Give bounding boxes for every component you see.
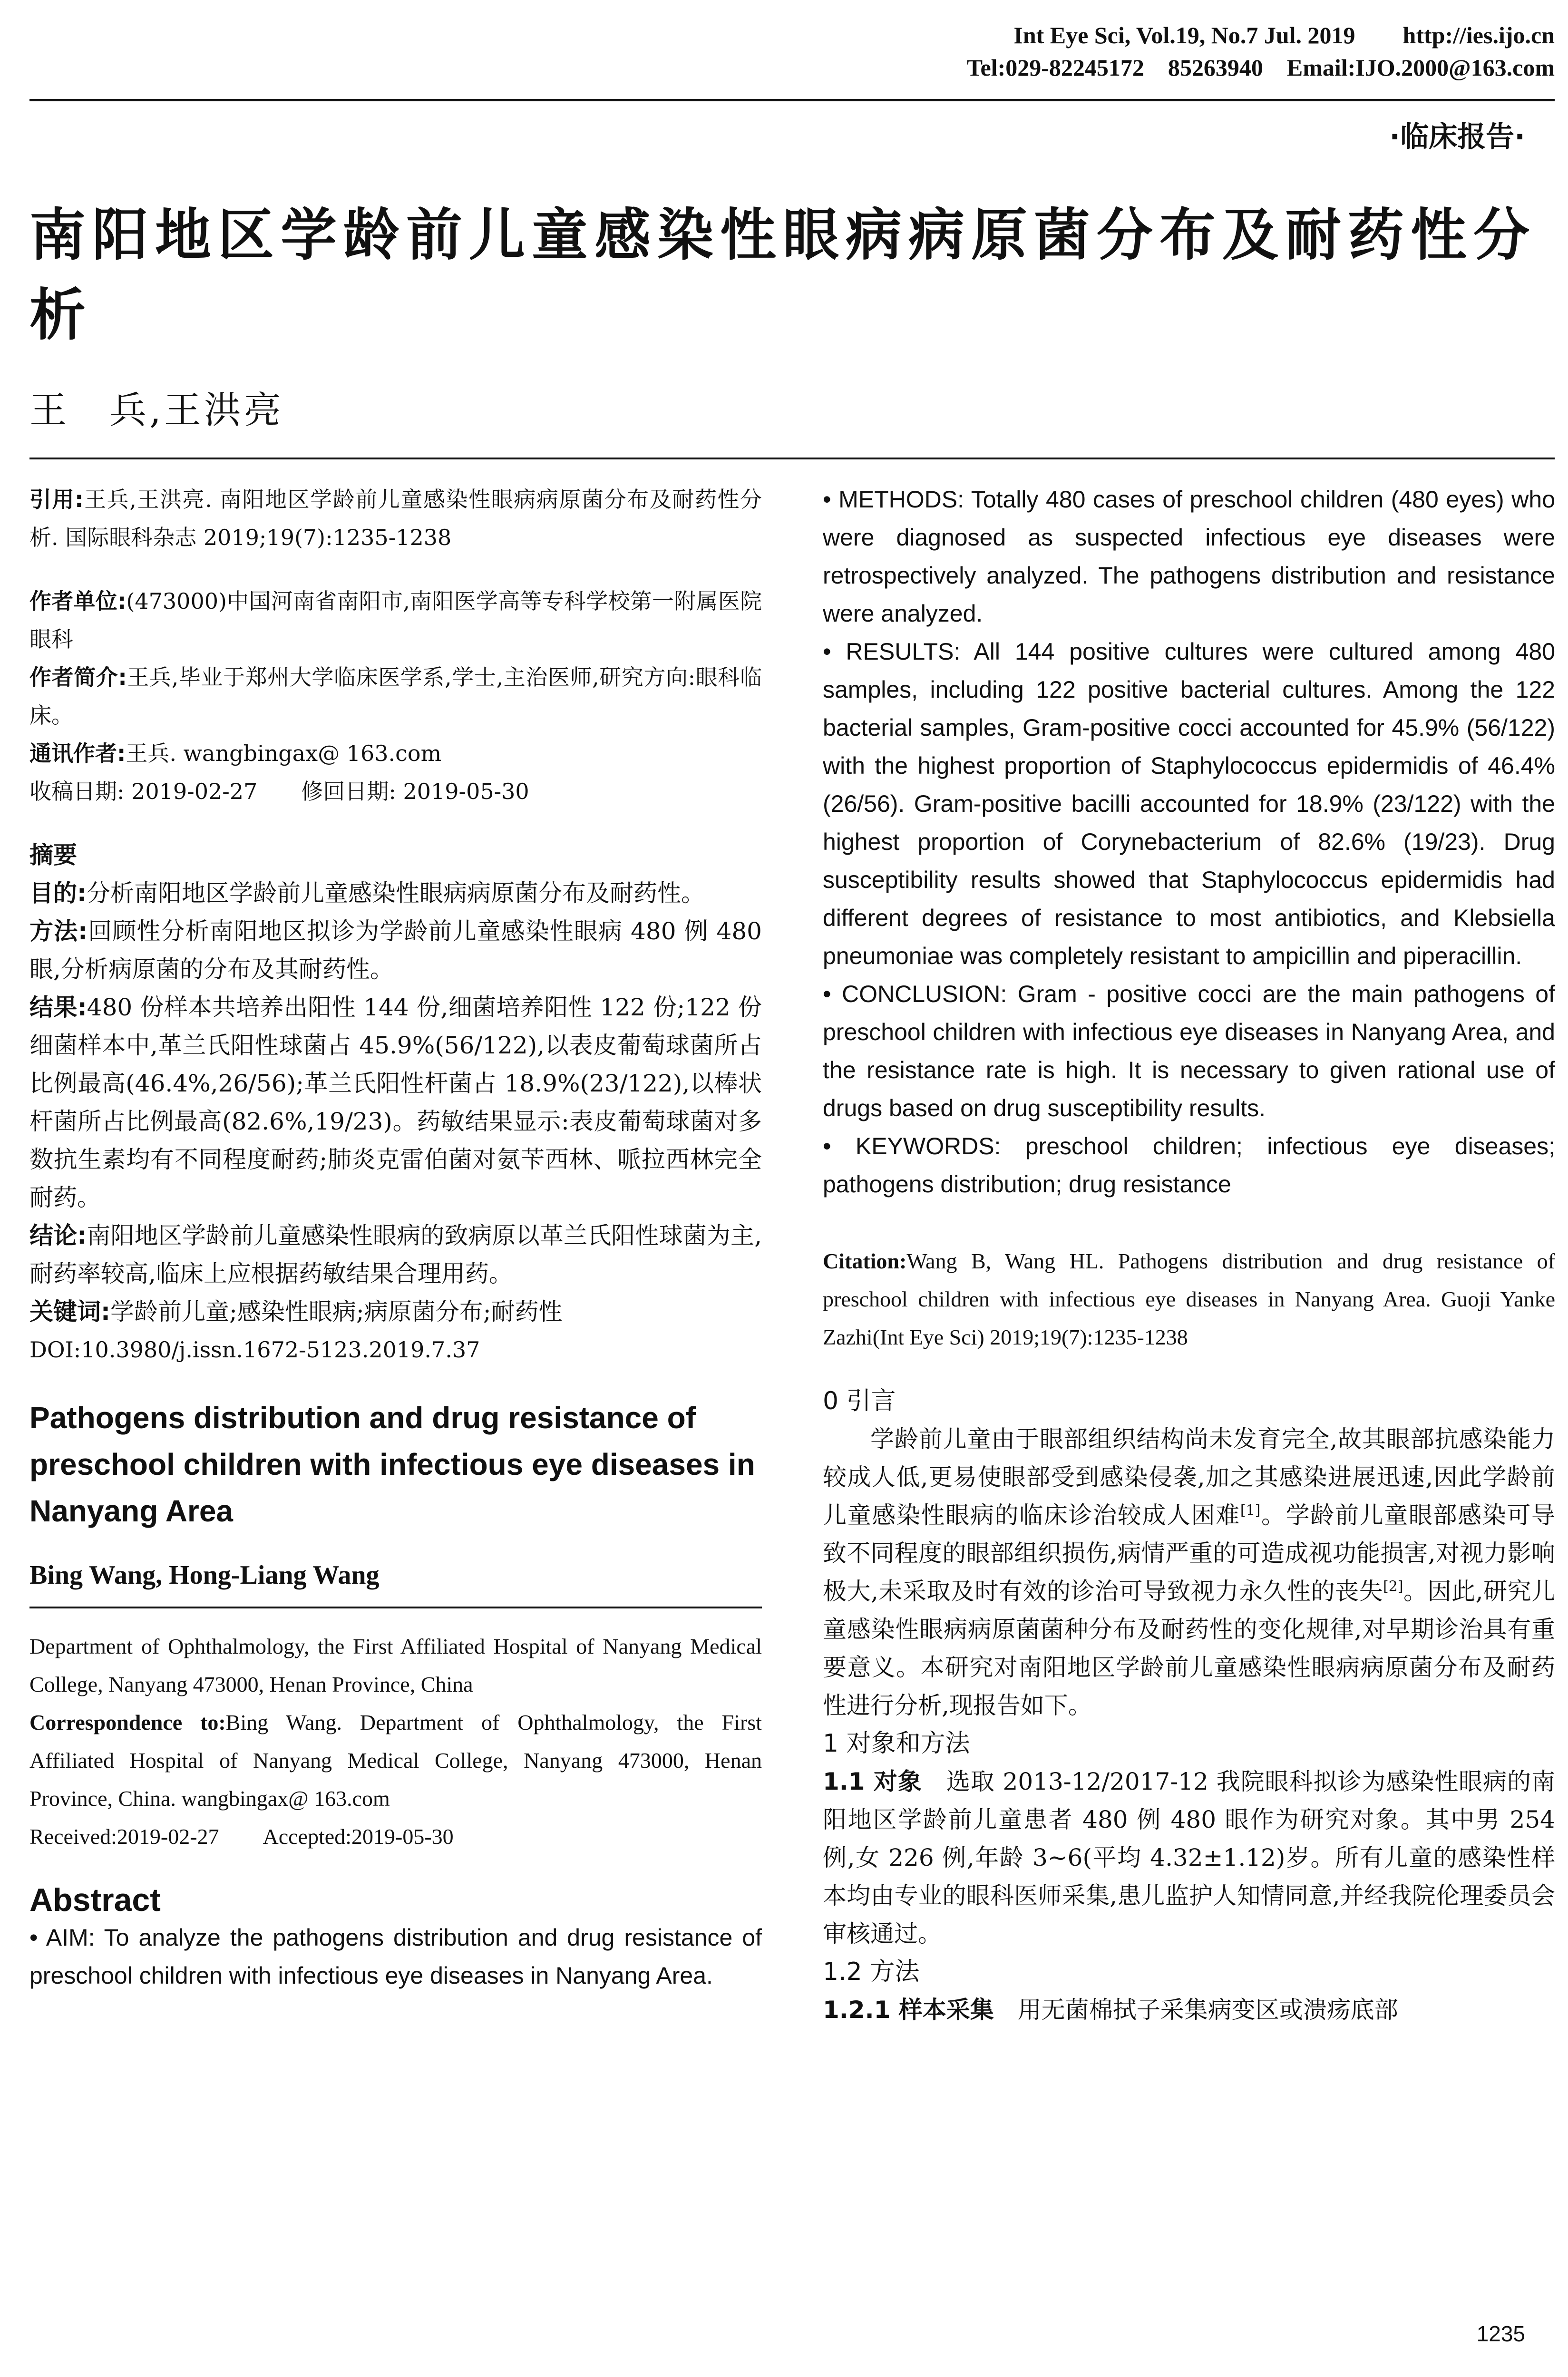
sample-collection-text: 用无菌棉拭子采集病变区或溃疡底部	[1017, 1996, 1398, 2024]
corresponding-author	[29, 734, 762, 772]
abstract-cn-heading: 摘要	[29, 841, 77, 869]
keywords-cn-text: 学龄前儿童;感染性眼病;病原菌分布;耐药性	[110, 1298, 563, 1325]
intro-text-3: 。因此,研究儿童感染性眼病病原菌菌种分布及耐药性的变化规律,对早期诊治具有重要意义。本研究对南阳地区学龄前儿童感染性眼病病原菌分布及耐药性进行分析,现报告如下。	[823, 1578, 1555, 1719]
abstract-cn-results	[29, 988, 762, 1217]
sample-collection-paragraph	[823, 1991, 1555, 2029]
page-number: 1235	[1476, 2321, 1525, 2346]
method-subheading: 1.2 方法	[823, 1958, 920, 1986]
abstract-aim: • AIM: To analyze the pathogens distribution and drug resistance of preschool children with infectious eye diseases in Nanyang Area.	[29, 1924, 762, 1989]
authors-en: Bing Wang, Hong-Liang Wang	[29, 1560, 380, 1590]
abstract-cn-results-label: 结果:	[29, 994, 87, 1021]
methods-heading: 1 对象和方法	[823, 1729, 970, 1758]
subjects-paragraph	[823, 1763, 1555, 1953]
reference-2: [2]	[1383, 1578, 1403, 1595]
page-title: 南阳地区学龄前儿童感染性眼病病原菌分布及耐药性分析	[29, 202, 1537, 348]
author-unit-text: (473000)中国河南省南阳市,南阳医学高等专科学校第一附属医院眼科	[29, 588, 762, 652]
correspondence-en-text: Bing Wang. Department of Ophthalmology, the First Affiliated Hospital of Nanyang Medical College, Nanyang 473000, Henan Province, China. wangbingax@ 163.com	[29, 1710, 762, 1811]
english-divider	[29, 1607, 762, 1608]
intro-paragraph	[823, 1420, 1555, 1724]
author-unit	[29, 582, 762, 658]
received-dates-en: Received:2019-02-27 Accepted:2019-05-30	[29, 1824, 454, 1849]
abstract-keywords: • KEYWORDS: preschool children; infectious eye diseases; pathogens distribution; drug resistance	[823, 1133, 1555, 1198]
intro-heading: 0 引言	[823, 1387, 896, 1415]
abstract-conclusion: • CONCLUSION: Gram - positive cocci are the main pathogens of preschool children with infectious eye diseases in Nanyang Area, and the resistance rate is high. It is necessary to given rational use of drugs based on drug susceptibility results.	[823, 981, 1555, 1121]
received-dates-cn: 收稿日期: 2019-02-27 修回日期: 2019-05-30	[29, 779, 529, 804]
author-intro-label: 作者简介:	[29, 664, 127, 690]
abstract-cn-aim-text: 分析南阳地区学龄前儿童感染性眼病病原菌分布及耐药性。	[87, 879, 705, 907]
citation-cn	[29, 480, 762, 556]
citation-en-label: Citation:	[823, 1249, 907, 1273]
citation-cn-label: 引用:	[29, 487, 84, 512]
corresponding-author-text: 王兵. wangbingax@ 163.com	[126, 740, 442, 766]
journal-header-line1: Int Eye Sci, Vol.19, No.7 Jul. 2019 http://ies.ijo.cn	[1013, 22, 1555, 49]
abstract-cn-aim-label: 目的:	[29, 879, 87, 907]
left-column	[29, 480, 762, 1995]
journal-header	[967, 19, 1555, 84]
subjects-text: 选取 2013-12/2017-12 我院眼科拟诊为感染性眼病的南阳地区学龄前儿童患者 480 例 480 眼作为研究对象。其中男 254 例,女 226 例,年龄 3~6(平均 4.32±1.12)岁。所有儿童的感染性样本均由专业的眼科医师采集,患儿监护人知情同意,并经我院伦理委员会审核通过。	[823, 1768, 1556, 1948]
citation-en	[823, 1242, 1555, 1356]
author-unit-label: 作者单位:	[29, 588, 127, 614]
header-divider	[29, 99, 1555, 101]
abstract-cn-conclusion-label: 结论:	[29, 1222, 87, 1249]
author-intro-text: 王兵,毕业于郑州大学临床医学系,学士,主治医师,研究方向:眼科临床。	[29, 664, 762, 728]
abstract-methods: • METHODS: Totally 480 cases of preschool children (480 eyes) who were diagnosed as suspected infectious eye diseases were retrospectively analyzed. The pathogens distribution and resistance were analyzed.	[823, 486, 1555, 627]
intro-text-1: 学龄前儿童由于眼部组织结构尚未发育完全,故其眼部抗感染能力较成人低,更易使眼部受到感染侵袭,加之其感染进展迅速,因此学龄前儿童感染性眼病的临床诊治较成人困难	[823, 1425, 1555, 1529]
department-en: Department of Ophthalmology, the First Affiliated Hospital of Nanyang Medical College, Nanyang 473000, Henan Province, China	[29, 1634, 762, 1696]
sample-collection-label: 1.2.1 样本采集	[823, 1996, 994, 2024]
keywords-cn-label: 关键词:	[29, 1298, 110, 1325]
english-title: Pathogens distribution and drug resistance of preschool children with infectious eye diseases in Nanyang Area	[29, 1401, 755, 1528]
correspondence-en-label: Correspondence to:	[29, 1710, 226, 1734]
abstract-cn-conclusion-text: 南阳地区学龄前儿童感染性眼病的致病原以革兰氏阳性球菌为主,耐药率较高,临床上应根据药敏结果合理用药。	[29, 1222, 762, 1287]
abstract-cn-methods	[29, 912, 762, 988]
corresponding-author-label: 通讯作者:	[29, 740, 126, 766]
section-label: ·临床报告·	[1389, 120, 1525, 154]
journal-header-line2: Tel:029-82245172 85263940 Email:IJO.2000@163.com	[966, 54, 1555, 81]
reference-1: [1]	[1240, 1502, 1261, 1519]
authors-cn: 王 兵,王洪亮	[29, 389, 284, 432]
citation-en-text: Wang B, Wang HL. Pathogens distribution and drug resistance of preschool children with infectious eye diseases in Nanyang Area. Guoji Yanke Zazhi(Int Eye Sci) 2019;19(7):1235-1238	[823, 1249, 1555, 1349]
subjects-label: 1.1 对象	[823, 1768, 922, 1795]
author-intro	[29, 658, 762, 734]
keywords-cn	[29, 1293, 762, 1331]
abstract-cn-results-text: 480 份样本共培养出阳性 144 份,细菌培养阳性 122 份;122 份细菌样本中,革兰氏阳性球菌占 45.9%(56/122),以表皮葡萄球菌所占比例最高(46.4%,26/56);革兰氏阳性杆菌占 18.9%(23/122),以棒状杆菌所占比例最高(82.6%,19/23)。药敏结果显示:表皮葡萄球菌对多数抗生素均有不同程度耐药;肺炎克雷伯菌对氨苄西林、哌拉西林完全耐药。	[29, 994, 762, 1211]
abstract-heading: Abstract	[29, 1882, 161, 1918]
citation-cn-text: 王兵,王洪亮. 南阳地区学龄前儿童感染性眼病病原菌分布及耐药性分析. 国际眼科杂志 2019;19(7):1235-1238	[29, 487, 762, 550]
abstract-cn-methods-label: 方法:	[29, 917, 88, 945]
right-column	[823, 480, 1555, 2029]
correspondence-en	[29, 1704, 762, 1818]
doi: DOI:10.3980/j.issn.1672-5123.2019.7.37	[29, 1337, 480, 1363]
abstract-cn-methods-text: 回顾性分析南阳地区拟诊为学龄前儿童感染性眼病 480 例 480 眼,分析病原菌的分布及其耐药性。	[29, 917, 762, 983]
abstract-cn-aim	[29, 874, 762, 912]
abstract-results: • RESULTS: All 144 positive cultures were cultured among 480 samples, including 122 positive bacterial cultures. Among the 122 bacterial samples, Gram-positive cocci accounted for 45.9% (56/122) with the highest proportion of Staphylococcus epidermidis of 46.4% (26/56). Gram-positive bacilli accounted for 18.9% (23/122) with the highest proportion of Corynebacterium of 82.6% (19/23). Drug susceptibility results showed that Staphylococcus epidermidis had different degrees of resistance to most antibiotics, and Klebsiella pneumoniae was completely resistant to ampicillin and piperacillin.	[823, 638, 1555, 969]
abstract-cn-conclusion	[29, 1217, 762, 1293]
intro-text-2: 。学龄前儿童眼部感染可导致不同程度的眼部组织损伤,病情严重的可造成视功能损害,对视力影响极大,未采取及时有效的诊治可导致视力永久性的丧失	[823, 1501, 1556, 1605]
title-divider	[29, 458, 1555, 459]
